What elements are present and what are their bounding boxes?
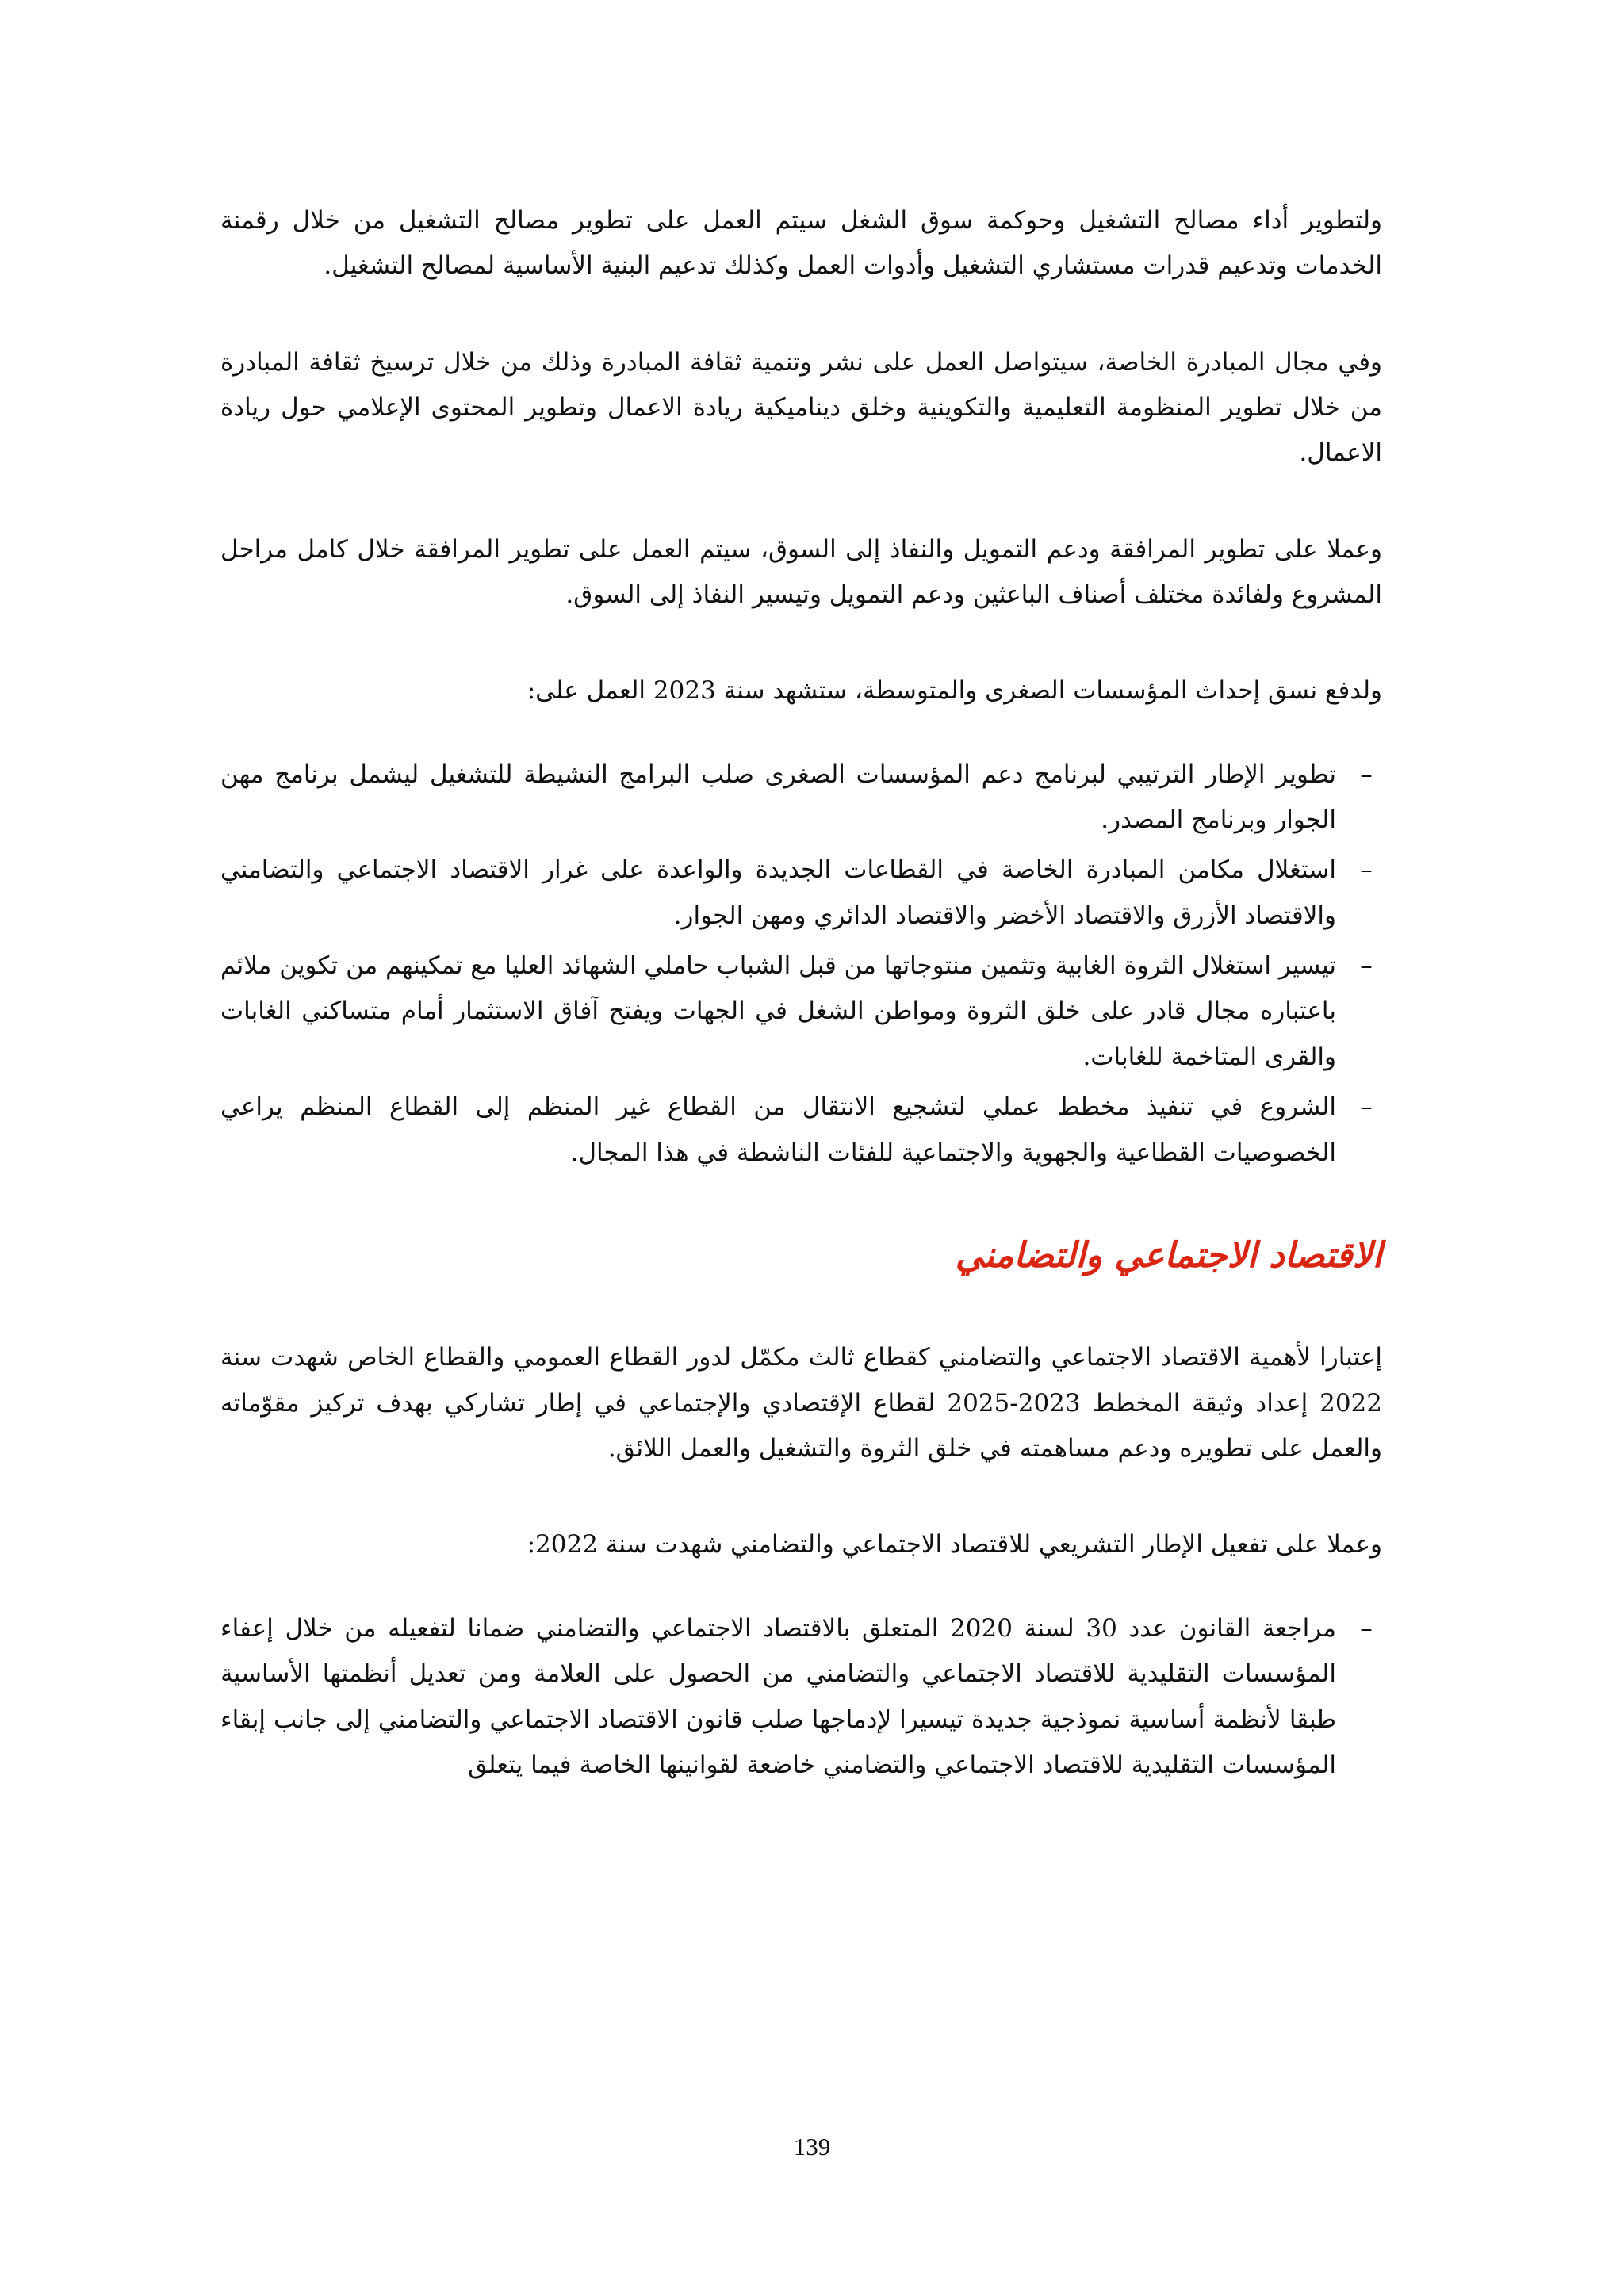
list-item-text: تطوير الإطار الترتيبي لبرنامج دعم المؤسسات الصغرى صلب البرامج النشيطة للتشغيل ليشمل برنامج مهن الجوار وبرنامج المصدر. — [220, 760, 1336, 835]
paragraph-support-financing: وعملا على تطوير المرافقة ودعم التمويل والنفاذ إلى السوق، سيتم العمل على تطوير المرافقة خلال كامل مراحل المشروع ولفائدة مختلف أصناف الباعثين ودعم التمويل وتيسير النفاذ إلى السوق. — [220, 534, 1382, 610]
list-item — [220, 1085, 1382, 1176]
paragraph-employment-services: ولتطوير أداء مصالح التشغيل وحوكمة سوق الشغل سيتم العمل على تطوير مصالح التشغيل من خلال رقمنة الخدمات وتدعيم قدرات مستشاري التشغيل وأدوات العمل وكذلك تدعيم البنية الأساسية لمصالح التشغيل. — [220, 206, 1382, 281]
list-item — [220, 943, 1382, 1080]
sme-measures-list — [220, 752, 1382, 1176]
paragraph-sme-intro: ولدفع نسق إحداث المؤسسات الصغرى والمتوسطة، ستشهد سنة 2023 العمل على: — [527, 676, 1382, 706]
bullet-dash: – — [1360, 951, 1373, 981]
list-item — [220, 848, 1382, 939]
bullet-dash: – — [1360, 855, 1373, 885]
bullet-dash: – — [1360, 760, 1373, 789]
list-item — [220, 752, 1382, 844]
list-item-text: مراجعة القانون عدد 30 لسنة 2020 المتعلق بالاقتصاد الاجتماعي والتضامني ضمانا لتفعيله من خلال إعفاء المؤسسات التقليدية للاقتصاد الاجتماعي والتضامني من الحصول على العلامة ومن تعديل أنظمتها الأساسية طبقا لأنظمة أساسية نموذجية جديدة تيسيرا لإدماجها صلب قانون الاقتصاد الاجتماعي والتضامني إلى جانب إبقاء المؤسسات التقليدية للاقتصاد الاجتماعي والتضامني خاضعة لقوانينها الخاصة فيما يتعلق — [220, 1613, 1336, 1779]
list-item-text: تيسير استغلال الثروة الغابية وتثمين منتوجاتها من قبل الشباب حاملي الشهائد العليا مع تمكينهم من تكوين ملائم باعتباره مجال قادر على خلق الثروة ومواطن الشغل في الجهات ويفتح آفاق الاستثمار أمام متساكني الغابات والقرى المتاخمة للغابات. — [220, 951, 1336, 1071]
bullet-dash: – — [1360, 1613, 1373, 1643]
page-number: 139 — [793, 2133, 831, 2160]
bullet-dash: – — [1360, 1093, 1373, 1122]
legal-measures-list — [220, 1606, 1382, 1788]
section-heading: الاقتصاد الاجتماعي والتضامني — [955, 1234, 1382, 1276]
paragraph-social-economy-plan: إعتبارا لأهمية الاقتصاد الاجتماعي والتضامني كقطاع ثالث مكمّل لدور القطاع العمومي والقطاع الخاص شهدت سنة 2022 إعداد وثيقة المخطط 2023-2025 لقطاع الإقتصادي والإجتماعي في إطار تشاركي بهدف تركيز مقوّماته والعمل على تطويره ودعم مساهمته في خلق الثروة والتشغيل والعمل اللائق. — [220, 1343, 1382, 1464]
paragraph-legal-framework-intro: وعملا على تفعيل الإطار التشريعي للاقتصاد الاجتماعي والتضامني شهدت سنة 2022: — [527, 1530, 1382, 1559]
list-item-text: الشروع في تنفيذ مخطط عملي لتشجيع الانتقال من القطاع غير المنظم إلى القطاع المنظم يراعي الخصوصيات القطاعية والجهوية والاجتماعية للفئات الناشطة في هذا المجال. — [220, 1093, 1336, 1167]
page-body — [220, 198, 1382, 1843]
list-item — [220, 1606, 1382, 1788]
list-item-text: استغلال مكامن المبادرة الخاصة في القطاعات الجديدة والواعدة على غرار الاقتصاد الاجتماعي والتضامني والاقتصاد الأزرق والاقتصاد الأخضر والاقتصاد الدائري ومهن الجوار. — [220, 855, 1336, 930]
paragraph-private-initiative: وفي مجال المبادرة الخاصة، سيتواصل العمل على نشر وتنمية ثقافة المبادرة وذلك من خلال ترسيخ ثقافة المبادرة من خلال تطوير المنظومة التعليمية والتكوينية وخلق ديناميكية ريادة الاعمال وتطوير المحتوى الإعلامي حول ريادة الاعمال. — [220, 347, 1382, 468]
